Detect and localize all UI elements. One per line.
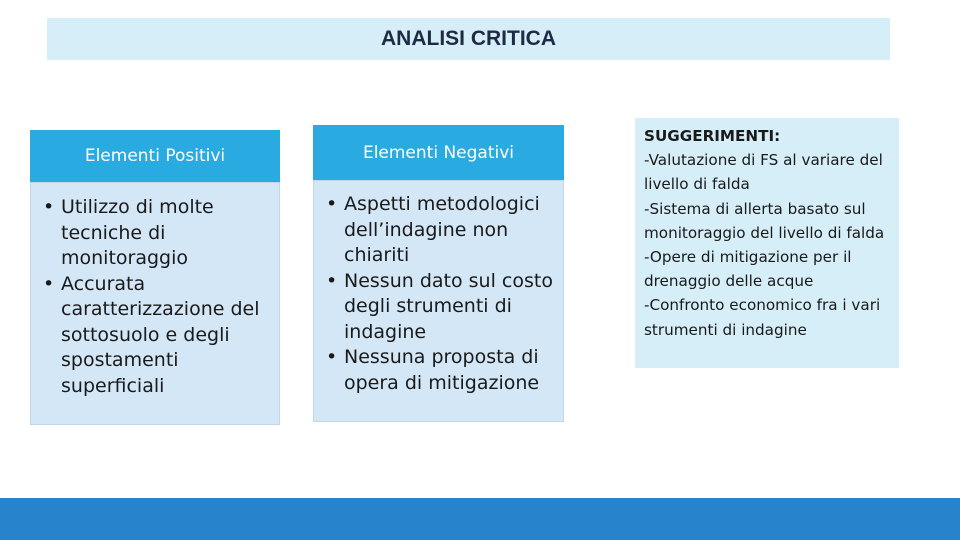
list-item: • Aspetti metodologici dell’indagine non chiariti <box>314 192 555 269</box>
suggestions-box <box>635 118 899 368</box>
slide-title <box>47 18 890 60</box>
positives-body <box>30 182 280 425</box>
positives-header-text: Elementi Positivi <box>84 146 226 166</box>
suggestion-item: -Sistema di allerta basato sul monitoraggio del livello di falda <box>644 199 885 242</box>
positives-header <box>30 130 280 182</box>
negatives-column <box>313 125 564 422</box>
positives-column <box>30 130 280 425</box>
negatives-header-text: Elementi Negativi <box>362 142 515 163</box>
positives-list <box>31 195 271 399</box>
suggestion-item: -Opere di mitigazione per il drenaggio delle acque <box>644 248 852 291</box>
list-item: • Accurata caratterizzazione del sottosuolo e degli spostamenti superficiali <box>31 272 271 400</box>
slide-title-text: ANALISI CRITICA <box>381 27 556 50</box>
footer-bar <box>0 498 960 540</box>
suggestions-title: SUGGERIMENTI: <box>644 127 781 145</box>
suggestion-item: -Valutazione di FS al variare del livello di falda <box>644 151 883 194</box>
list-item: • Nessuna proposta di opera di mitigazione <box>314 345 555 396</box>
negatives-list <box>314 192 555 396</box>
negatives-body <box>313 180 564 422</box>
list-item: • Nessun dato sul costo degli strumenti di indagine <box>314 269 555 346</box>
list-item: • Utilizzo di molte tecniche di monitoraggio <box>31 195 271 272</box>
negatives-header <box>313 125 564 180</box>
suggestion-item: -Confronto economico fra i vari strumenti di indagine <box>644 296 881 339</box>
